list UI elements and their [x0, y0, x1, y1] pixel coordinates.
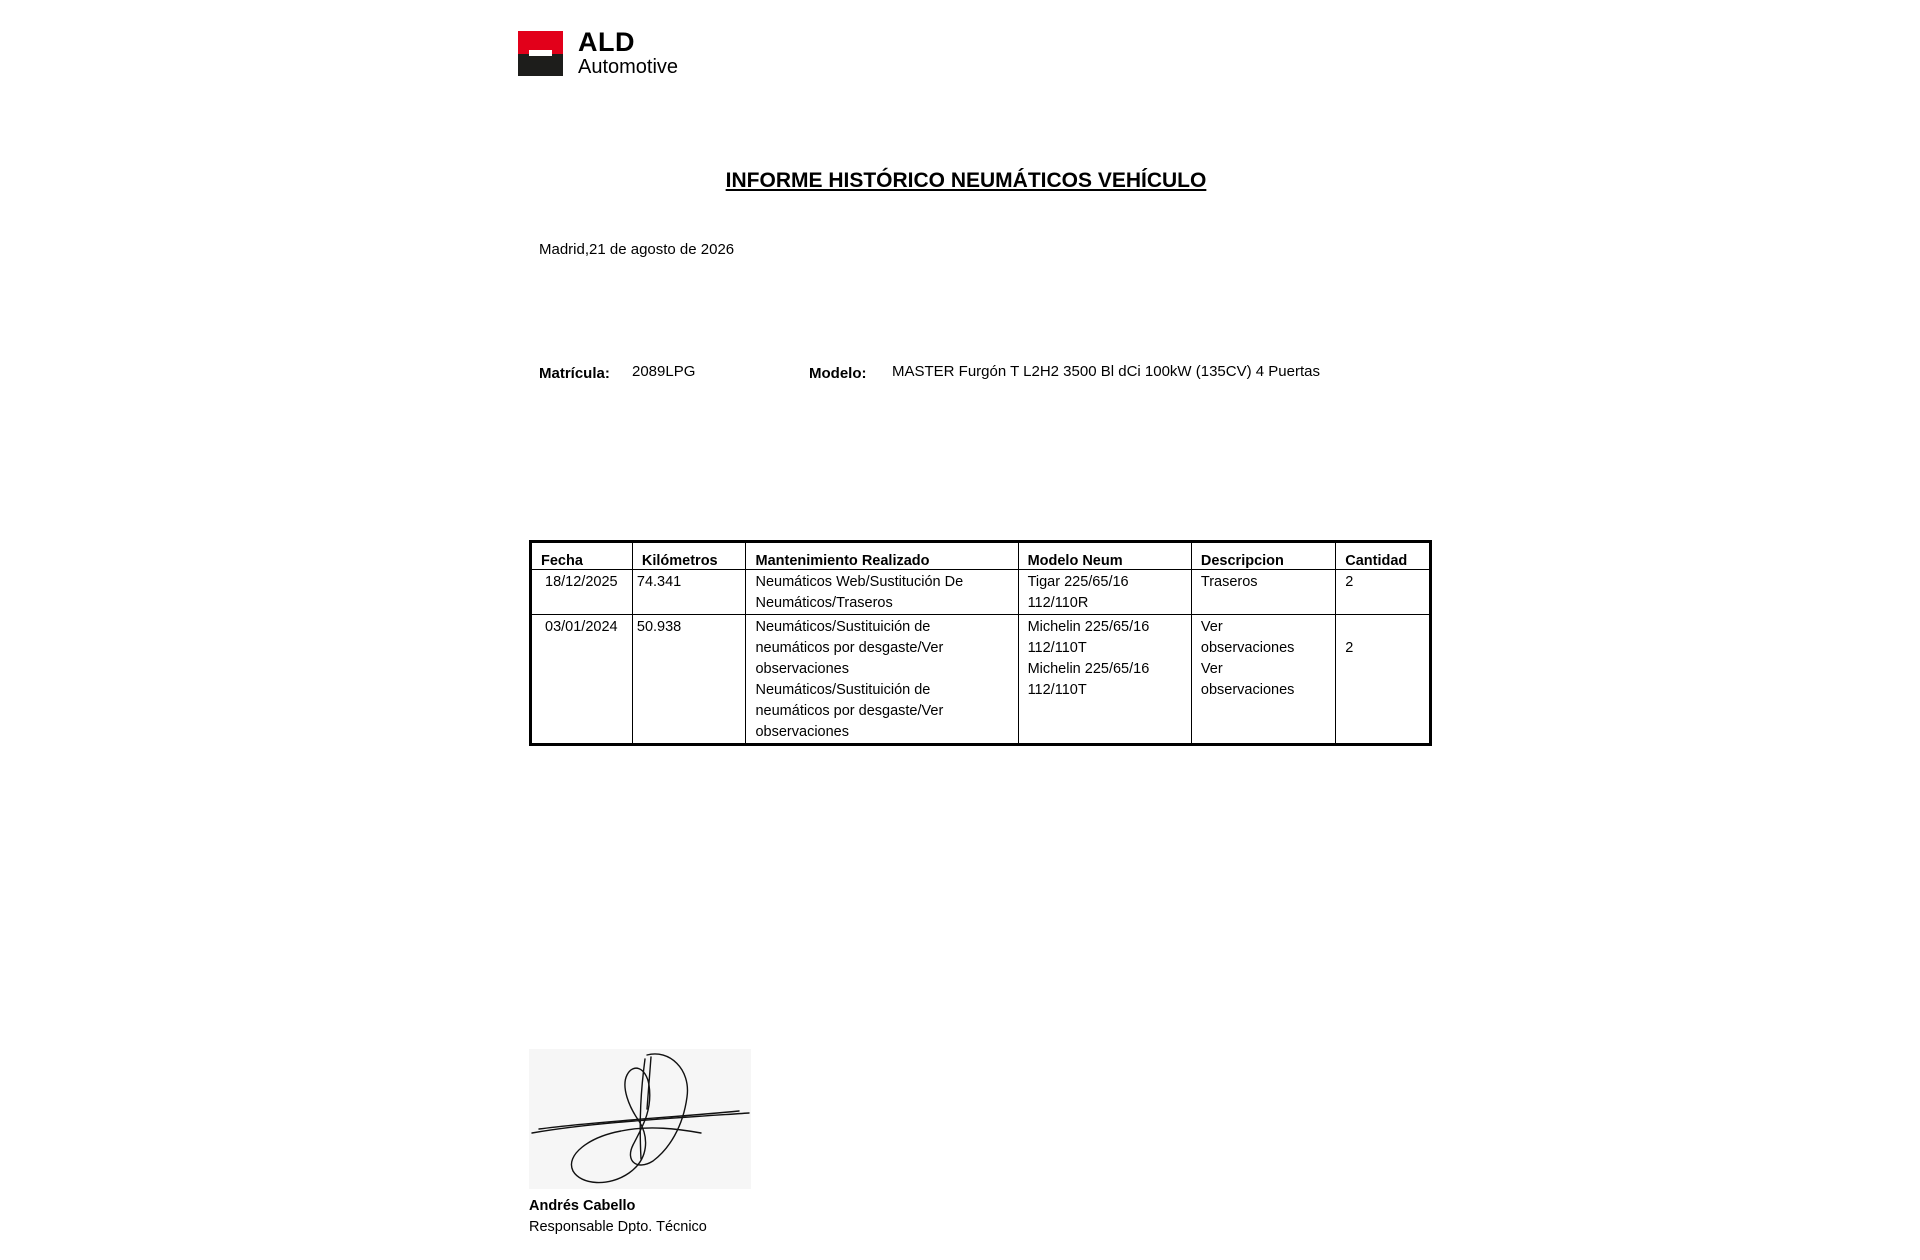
cell-line: Neumáticos/Sustituición de [755, 682, 931, 698]
cell-descripcion [1191, 570, 1335, 615]
cell-cantidad: 2 [1336, 615, 1431, 745]
cell-line: Ver [1200, 661, 1223, 677]
header-fecha: Fecha [531, 542, 633, 570]
cell-km: 50.938 [632, 615, 746, 745]
logo-mark-dark [518, 54, 563, 76]
table-header-row [531, 542, 1431, 570]
header-mantenimiento: Mantenimiento Realizado [746, 542, 1018, 570]
logo-mark-bar [529, 50, 552, 56]
cell-line: Neumáticos/Sustituición de [755, 619, 931, 635]
header-descripcion: Descripcion [1191, 542, 1335, 570]
tyre-history-table [529, 540, 1432, 746]
model-label: Modelo: [809, 365, 867, 382]
plate-label: Matrícula: [539, 365, 610, 382]
header-cantidad: Cantidad [1336, 542, 1431, 570]
signature-scribble-icon [529, 1049, 751, 1189]
signatory-role: Responsable Dpto. Técnico [529, 1219, 707, 1235]
cell-line: Michelin 225/65/16 [1027, 661, 1150, 677]
document-title [0, 169, 1920, 193]
cell-line: Tigar 225/65/16 [1027, 574, 1129, 590]
cell-line: observaciones [1200, 640, 1295, 656]
cell-mantenimiento [746, 570, 1018, 615]
cell-mantenimiento [746, 615, 1018, 745]
logo-mark-icon [518, 31, 563, 76]
model-value: MASTER Furgón T L2H2 3500 Bl dCi 100kW (135CV) 4 Puertas [892, 363, 1320, 380]
plate-value: 2089LPG [632, 363, 696, 380]
signatory-name: Andrés Cabello [529, 1198, 636, 1214]
logo-line1: ALD [578, 27, 635, 57]
cell-line: Neumáticos/Traseros [755, 595, 893, 611]
cell-line: Traseros [1200, 574, 1258, 590]
cell-line: observaciones [755, 724, 849, 740]
header-kilometros: Kilómetros [632, 542, 746, 570]
date-line: Madrid,21 de agosto de 2026 [539, 241, 735, 258]
logo-text [578, 29, 678, 77]
cell-fecha: 03/01/2024 [531, 615, 633, 745]
header-modelo-neum: Modelo Neum [1018, 542, 1191, 570]
table-row [531, 615, 1431, 745]
table-row [531, 570, 1431, 615]
cell-fecha: 18/12/2025 [545, 574, 618, 590]
cell-line: neumáticos por desgaste/Ver [755, 703, 944, 719]
cell-line: 112/110T [1027, 640, 1087, 656]
cell-line: observaciones [1200, 682, 1295, 698]
cell-line: Neumáticos Web/Sustitución De [755, 574, 964, 590]
cell-descripcion [1191, 615, 1335, 745]
cell-line: observaciones [755, 661, 849, 677]
cell-cantidad: 2 [1336, 570, 1431, 615]
document-title-text: INFORME HISTÓRICO NEUMÁTICOS VEHÍCULO [725, 169, 1207, 192]
cell-km: 74.341 [632, 570, 746, 615]
signature-image [529, 1049, 751, 1189]
cell-line: neumáticos por desgaste/Ver [755, 640, 944, 656]
cell-line: 112/110R [1027, 595, 1089, 611]
cell-line: 112/110T [1027, 682, 1087, 698]
logo-line2: Automotive [578, 56, 679, 78]
ald-automotive-logo [518, 27, 690, 79]
cell-modelo [1018, 570, 1191, 615]
cell-line: Michelin 225/65/16 [1027, 619, 1150, 635]
cell-line: Ver [1200, 619, 1223, 635]
cell-modelo [1018, 615, 1191, 745]
